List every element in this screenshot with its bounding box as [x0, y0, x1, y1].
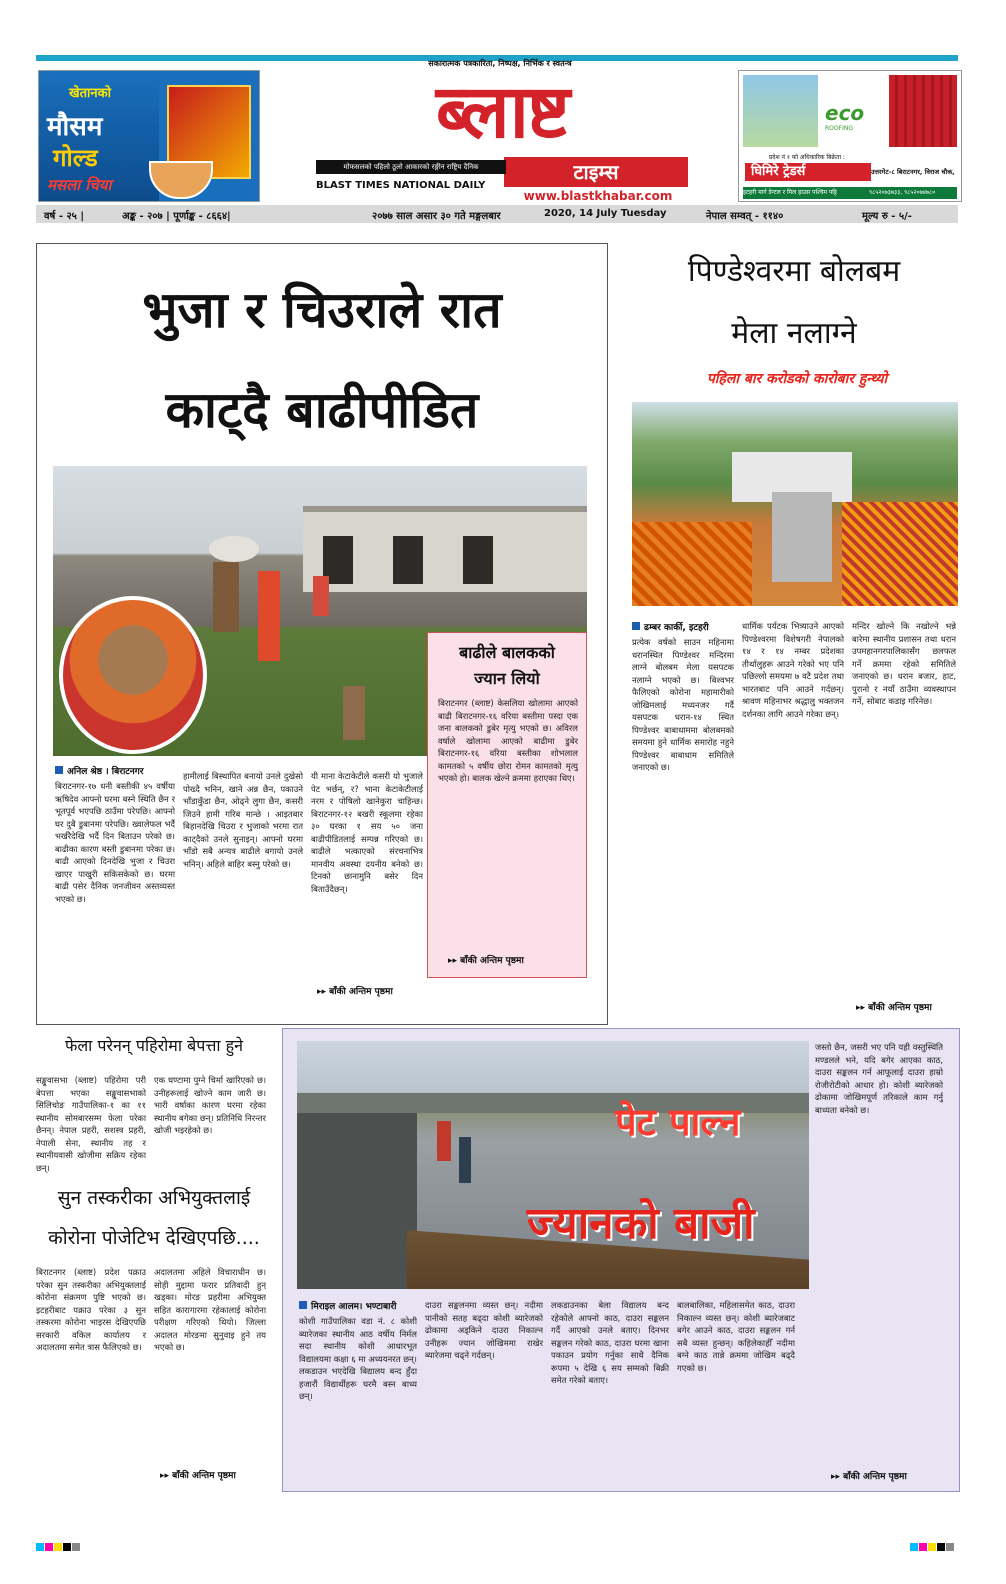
- main-col-3: यी माना केटाकेटीले कसरी यो भुजाले पेट भर्छन्, र? भाना केटाकेटीलाई नरम र पोषिलो खानेकुरा चाहिन्छ। बिराटनगर-१२ बखरी स्कूलमा रहेका ३० घरका १ सय ५० जना बाढीपीडितलाई सम्पन्न गरिएको छ। बाढीले भत्काएको संरचनाभित्र मानवीय अवस्था दयनीय बनेको छ। टिनको छानामुनि बसेर दिन बिताउँदैछन्।: [311, 771, 423, 894]
- house-image: [743, 75, 818, 147]
- main-continued-text: बाँकी अन्तिम पृष्ठमा: [329, 987, 393, 997]
- main-headline-2: काट्दै बाढीपीडित: [165, 380, 479, 439]
- main-col-1: बिराटनगर-१७ धनी बस्तीकी ४५ वर्षीया ऋषिदेव आफ्नो घरमा बस्ने स्थिति छैन र भूतपूर्व भएपछि ठाउँमा परेपछि। आफ्नो घर दुबै डुबानमा परेपछि। ख्वालेफल भर्दै भर्खरैदेखि भर्दै दिन बिताउन परेको छ। बाढीका कारण बस्ती डुबानमा परेका छ। बाढी आएको दिनदेखि भुजा र चिउरा खाएर पाखुरी सकिसकेको छ। घरमा बाढी पसेर दैनिक जनजीवन अस्तव्यस्त भएको छ।: [55, 781, 175, 904]
- logo-times: टाइम्स: [504, 157, 688, 187]
- price: मूल्य रु - ५/-: [862, 211, 912, 222]
- ad-line2: गोल्ड: [53, 144, 98, 172]
- risk-story-box: [282, 1028, 960, 1492]
- eco-logo: [825, 101, 885, 141]
- registration-marks-right: [910, 1536, 955, 1546]
- risk-col-3: लकडाउनका बेला विद्यालय बन्द रहेकोले आफ्नो काठ, दाउरा सङ्कलन गर्दै आएको उनले बताए। दिनभर सङ्कलन गरेको काठ, दाउरा घरमा खाना पकाउन प्रयोग गर्नुका साथै दैनिक रूपमा ५ देखि ६ सय सम्मको बिक्री समेत गरेको बताए।: [551, 1300, 669, 1385]
- risk-byline: मिराइल आलम। भण्टाबारी: [299, 1299, 396, 1312]
- bolbam-continued[interactable]: ▸▸ बाँकी अन्तिम पृष्ठमा: [856, 1003, 932, 1013]
- english-name: BLAST TIMES NATIONAL DAILY: [316, 180, 486, 191]
- website-link[interactable]: www.blastkhabar.com: [523, 189, 673, 203]
- child-headline-2: ज्यान लियो: [474, 669, 540, 688]
- masthead: [316, 62, 688, 202]
- child-continued[interactable]: ▸▸ बाँकी अन्तिम पृष्ठमा: [448, 956, 524, 966]
- dealer-note: प्रदेश नं १ को अधिकारिक बिक्रेता :: [769, 154, 845, 161]
- smuggler-continued-text: बाँकी अन्तिम पृष्ठमा: [172, 1471, 236, 1481]
- date-nepali: २०७७ साल असार ३० गते मङ्गलबार: [372, 211, 501, 222]
- landslide-col-2: एक घण्टामा पुग्ने चिर्मा खारिएको छ। उनीहरूलाई खोज्ने काम जारी छ। भारी वर्षाका कारण घरमा रहेका स्थानीय बगेका छन्। प्रतिनिधि निरन्तर खोजी भइरहेको छ।: [154, 1075, 266, 1135]
- shop-address: उत्तरगेट-८ बिराटनगर, विराज चौक,: [871, 168, 955, 176]
- bolbam-col-3: मन्दिर खोल्ने कि नखोल्ने भन्ने बारेमा स्थानीय प्रशासन तथा धरान उपमहानगरपालिकासँग छलफल गर्ने क्रममा रहेको समितिले जनाएको छ। धरान बजार, हाट, पुरानो र नयाँ ठाउँमा व्यवस्थापन गर्ने, सोबाट कडाइ गरिनेछ।: [852, 621, 956, 706]
- issue-info-bar: [36, 205, 958, 223]
- eco-logo-sub: ROOFING: [825, 125, 853, 132]
- smuggler-headline-1: सुन तस्करीका अभियुक्तलाई: [57, 1187, 251, 1209]
- bolbam-col-1: प्रत्येक वर्षको साउन महिनामा धरानस्थित पिण्डेश्वर मन्दिरमा लाग्ने बोलबम मेला यसपटक नलाग्ने भएको छ। बिश्वभर फैलिएको कोरोना महामारीको जोखिमलाई मध्यनजर गर्दै यसपटक धरान-१४ स्थित पिण्डेश्वर बाबाधाममा बोलबमको समयमा हुने धार्मिक समारोह नहुने पिण्डेश्वर बाबाधाम समितिले जनाएको छ।: [632, 637, 734, 772]
- main-byline: अनिल श्रेष्ठ । बिराटनगर: [55, 764, 144, 777]
- landslide-headline: फेला परेनन् पहिरोमा बेपत्ता हुने: [65, 1036, 243, 1055]
- risk-col-5: जस्तो छैन, जसरी भए पनि यही वस्तुस्थिति मण्डलले भने, यदि बगेर आएका काठ, दाउरा सङ्कलन गर्न आफूलाई दाउरा हाम्रो रोजीरोटीको आधार हो। कोशी ब्यारेजको ढोकामा जोखिमपूर्ण तरिकाले काम गर्नु बाध्यता बनेको छ।: [815, 1042, 943, 1115]
- risk-continued-text: बाँकी अन्तिम पृष्ठमा: [843, 1472, 907, 1482]
- smuggler-col-2: अदालतमा अहिले विचाराधीन छ। सोही मुद्दामा फरार प्रतिवादी हुन् खड्का। मोरङ प्रहरीमा अभियुक्त सहित कारागारमा रहेकालाई कोरोना परीक्षण गरिएको थियो। जिल्ला अदालत मोरङमा सुनुवाइ हुने तय भएको छ।: [154, 1267, 266, 1352]
- eco-logo-text: eco: [825, 101, 865, 125]
- year: वर्ष - २५ |: [44, 211, 84, 222]
- bolbam-banner: पहिला बार करोडको कारोबार हुन्थ्यो: [642, 368, 952, 390]
- tea-advertisement[interactable]: [38, 70, 260, 202]
- logo: ब्लाष्ट: [435, 69, 569, 155]
- shop-name: घिमिरे ट्रेडर्स: [745, 163, 871, 181]
- bolbam-fair-photo: [632, 402, 958, 606]
- main-col-2: हामीलाई बिस्थापित बनायो उनले दुखेसो पोख्दै भनिन, खाने अन्न छैन, पकाउने भाँडाकुँडा छैन, ओढ्ने लुगा छैन, कसरी जिउने हामी गरिब मान्छे । आइतबार बिहानदेखि चिउरा र भुजाको भरमा रात काट्दैको उनले सुनाइन्। आफ्नो घरमा भाँडो सबै अन्यत्र बाढीले बगायो उनले भनिन्। अहिले बाहिर बस्नु परेको छ।: [183, 771, 303, 869]
- kosi-barrage-photo: [297, 1041, 809, 1289]
- child-story-box: [427, 632, 587, 978]
- risk-col-4: बालबालिका, महिलासमेत काठ, दाउरा निकाल्न व्यस्त छन्। कोशी ब्यारेजबाट बगेर आउने काठ, दाउरा सङ्कलन गर्न सबै व्यस्त हुन्छन्। कहिलेकाहीँ नदीमा बग्ने काठ तान्ने क्रममा जोखिम बढ्दै गएको छ।: [677, 1300, 795, 1373]
- risk-continued[interactable]: ▸▸ बाँकी अन्तिम पृष्ठमा: [831, 1472, 907, 1482]
- nepal-samvat: नेपाल सम्वत् - ११४०: [706, 211, 784, 222]
- roof-image: [889, 75, 957, 147]
- ad-brand: खेतानको: [69, 86, 111, 101]
- shop-address-2: इटहरी मार्ग डेन्टल र मिल हाउस पश्चिम पट्टि: [743, 187, 957, 199]
- bolbam-headline-1: पिण्डेश्वरमा बोलबम: [687, 254, 901, 289]
- date-english: 2020, 14 July Tuesday: [544, 208, 667, 219]
- risk-col-2: दाउरा सङ्कलनमा व्यस्त छन्। नदीमा पानीको सतह बढ्दा कोशी ब्यारेजको ढोकामा अड्किने दाउरा निकाल्न उनीहरू ज्यान जोखिममा राखेर ब्यारेजमा चढ्ने गर्दछन्।: [425, 1300, 543, 1360]
- roofing-advertisement[interactable]: [738, 70, 962, 202]
- risk-col-1: कोशी गाउँपालिका वडा नं. ८ कोशी ब्यारेजका स्थानीय आठ वर्षीय निर्मल सदा स्थानीय कोशी आधारभूत विद्यालयमा कक्षा ६ मा अध्ययनरत छन्। लकडाउन भएदेखि बिद्यालय बन्द हुँदा हजारौं विद्यार्थीहरू घरमै बस्न बाध्य छन्।: [299, 1316, 417, 1401]
- bolbam-byline: ढम्बर कार्की, इटहरी: [632, 620, 709, 633]
- smuggler-continued[interactable]: ▸▸ बाँकी अन्तिम पृष्ठमा: [160, 1471, 236, 1481]
- child-headline-1: बाढीले बालकको: [459, 643, 555, 662]
- tagline: सकारात्मक पत्रकारिता, निष्पक्ष, निर्भिक र स्वतन्त्र: [428, 59, 572, 68]
- shop-phone: ९८५२०७३७३३, ९८५२०७४७८०: [869, 189, 936, 196]
- ad-line1: मौसम: [47, 112, 103, 142]
- smuggler-col-1: बिराटनगर (ब्लाष्ट) प्रदेश पक्राउ परेका सुन तस्करीका अभियुक्तलाई कोरोना संक्रमण पुष्टि भएको छ। इटहरीबाट पक्राउ परेका ३ सुन तस्करमा कोरोना भाइरस देखिएपछि सरकारी वकिल कार्यालय र अदालतमा समेत त्रास फैलिएको छ।: [36, 1267, 146, 1352]
- motto: मोफसलको पहिलो ठूलो आकारको रङ्गीन राष्ट्रिय दैनिक: [316, 160, 506, 174]
- bolbam-continued-text: बाँकी अन्तिम पृष्ठमा: [868, 1003, 932, 1013]
- landslide-col-1: सङ्खुवासभा (ब्लाष्ट) पहिरोमा परी बेपत्ता भएका सङ्खुवासभाको सिलिचोङ गाउँपालिका-१ का ११ स्थानीय सोमबारसम्म फेला परेका छैनन्। नेपाल प्रहरी, सशस्त्र प्रहरी, नेपाली सेना, स्थानीय तह र स्थानीयवासी खोजीमा सक्रिय रहेका छन्।: [36, 1075, 146, 1173]
- bolbam-headline-2: मेला नलाग्ने: [731, 316, 857, 351]
- main-continued[interactable]: ▸▸ बाँकी अन्तिम पृष्ठमा: [317, 987, 393, 997]
- bottom-left-section: [36, 1028, 272, 1492]
- main-headline-1: भुजा र चिउराले रात: [142, 280, 502, 339]
- risk-headline-2: ज्यानको बाजी: [527, 1198, 755, 1249]
- ad-line3: मसला चिया: [47, 176, 112, 194]
- bolbam-col-2: धार्मिक पर्यटक भित्र्याउने आएको पिण्डेश्वरमा विशेषगरी नेपालको १४ र १४ नम्बर प्रदेशका तीर्थालुहरू आउने गरेको भए पनि पछिल्लो समयमा ७ वटै प्रदेश तथा भारतबाट पनि आउने गर्दछन्। श्रावण महिनाभर श्रद्धालु भक्तजन दर्शनका लागि आउने गरेका छन्।: [742, 621, 844, 719]
- registration-marks-left: [36, 1536, 81, 1546]
- smuggler-headline-2: कोरोना पोजेटिभ देखिएपछि....: [48, 1227, 260, 1249]
- child-text: बिराटनगर (ब्लाष्ट) केसलिया खोलामा आएको बाढी बिराटनगर-१६ वरिया बस्तीमा पस्दा एक जना बालकको डुबेर मृत्यु भएको छ। अविरल वर्षाले खोलामा आएको बाढीमा डुबेर बिराटनगर-१६ वरिया बस्तीका शोभलाल कामतको ५ वर्षीय छोरा रोमन कामतको मृत्यु भएको हो। बालक खेल्ने क्रममा हराएका थिए।: [438, 698, 578, 783]
- child-continued-text: बाँकी अन्तिम पृष्ठमा: [460, 956, 524, 966]
- issue-number: अङ्क - २०७ | पूर्णाङ्क - ८६६४|: [122, 211, 231, 222]
- risk-headline-1: पेट पाल्न: [615, 1100, 741, 1144]
